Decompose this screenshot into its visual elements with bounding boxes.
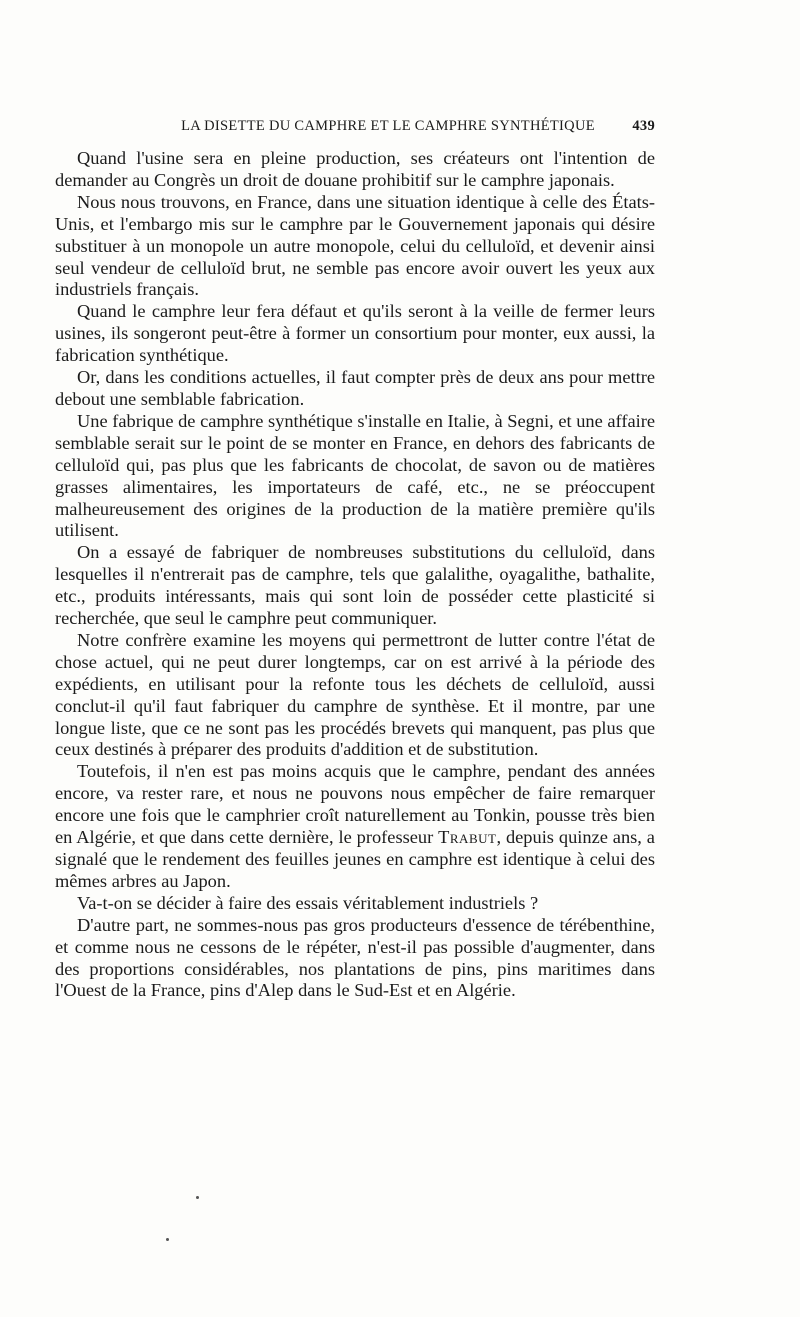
- running-title: LA DISETTE DU CAMPHRE ET LE CAMPHRE SYNTHÉTIQUE: [181, 118, 595, 134]
- scan-speck: [196, 1196, 199, 1199]
- paragraph: Quand le camphre leur fera défaut et qu'ils seront à la veille de fermer leurs usines, ils songeront peut-être à former un consortium pour monter, eux aussi, la fabrication synthétique.: [55, 301, 655, 366]
- body-text: [55, 148, 655, 1002]
- paragraph-text-continued: , depuis quinze ans, a signalé que le rendement des feuilles jeunes en camphre est identique à celui des mêmes arbres au Japon.: [55, 827, 655, 891]
- scan-speck: [166, 1238, 169, 1241]
- paragraph: Nous nous trouvons, en France, dans une situation identique à celle des États-Unis, et l'embargo mis sur le camphre par le Gouvernement japonais qui désire substituer à un monopole un autre monopole, celui du celluloïd, et devenir ainsi seul vendeur de celluloïd brut, ne semble pas encore avoir ouvert les yeux aux industriels français.: [55, 191, 655, 300]
- running-head: [55, 116, 655, 138]
- paragraph: Quand l'usine sera en pleine production, ses créateurs ont l'intention de demander au Congrès un droit de douane prohibitif sur le camphre japonais.: [55, 148, 655, 190]
- paragraph: Or, dans les conditions actuelles, il faut compter près de deux ans pour mettre debout une semblable fabrication.: [55, 367, 655, 409]
- person-name: Trabut: [438, 827, 497, 848]
- paragraph: Notre confrère examine les moyens qui permettront de lutter contre l'état de chose actuel, qui ne peut durer longtemps, car on est arrivé à la période des expédients, en utilisant pour la refonte tous les déchets de celluloïd, aussi conclut-il qu'il faut fabriquer du camphre de synthèse. Et il montre, par une longue liste, que ce ne sont pas les procédés brevets qui manquent, pas plus que ceux destinés à préparer des produits d'addition et de substitution.: [55, 629, 655, 760]
- page-number: 439: [632, 118, 655, 134]
- paragraph: Une fabrique de camphre synthétique s'installe en Italie, à Segni, et une affaire semblable serait sur le point de se monter en France, en dehors des fabricants de celluloïd qui, pas plus que les fabricants de chocolat, de savon ou de matières grasses alimentaires, les importateurs de café, etc., ne se préoccupent malheureusement des origines de la production de la matière première qu'ils utilisent.: [55, 410, 655, 541]
- paragraph: On a essayé de fabriquer de nombreuses substitutions du celluloïd, dans lesquelles il n'entrerait pas de camphre, tels que galalithe, oyagalithe, bathalite, etc., produits intéressants, mais qui sont loin de posséder cette plasticité si recherchée, que seul le camphre peut communiquer.: [55, 542, 655, 629]
- paragraph: D'autre part, ne sommes-nous pas gros producteurs d'essence de térébenthine, et comme nous ne cessons de le répéter, n'est-il pas possible d'augmenter, dans des proportions considérables, nos plantations de pins, pins maritimes dans l'Ouest de la France, pins d'Alep dans le Sud-Est et en Algérie.: [55, 914, 655, 1001]
- paragraph-with-name: [55, 761, 655, 892]
- paragraph-text: Toutefois, il n'en est pas moins acquis que le camphre, pendant des années encore, va rester rare, et nous ne pouvons nous empêcher de faire remarquer encore une fois que le camphrier croît naturellement au Tonkin, pousse très bien en Algérie, et que dans cette dernière, le professeur: [55, 761, 655, 848]
- paragraph: Va-t-on se décider à faire des essais véritablement industriels ?: [77, 892, 539, 913]
